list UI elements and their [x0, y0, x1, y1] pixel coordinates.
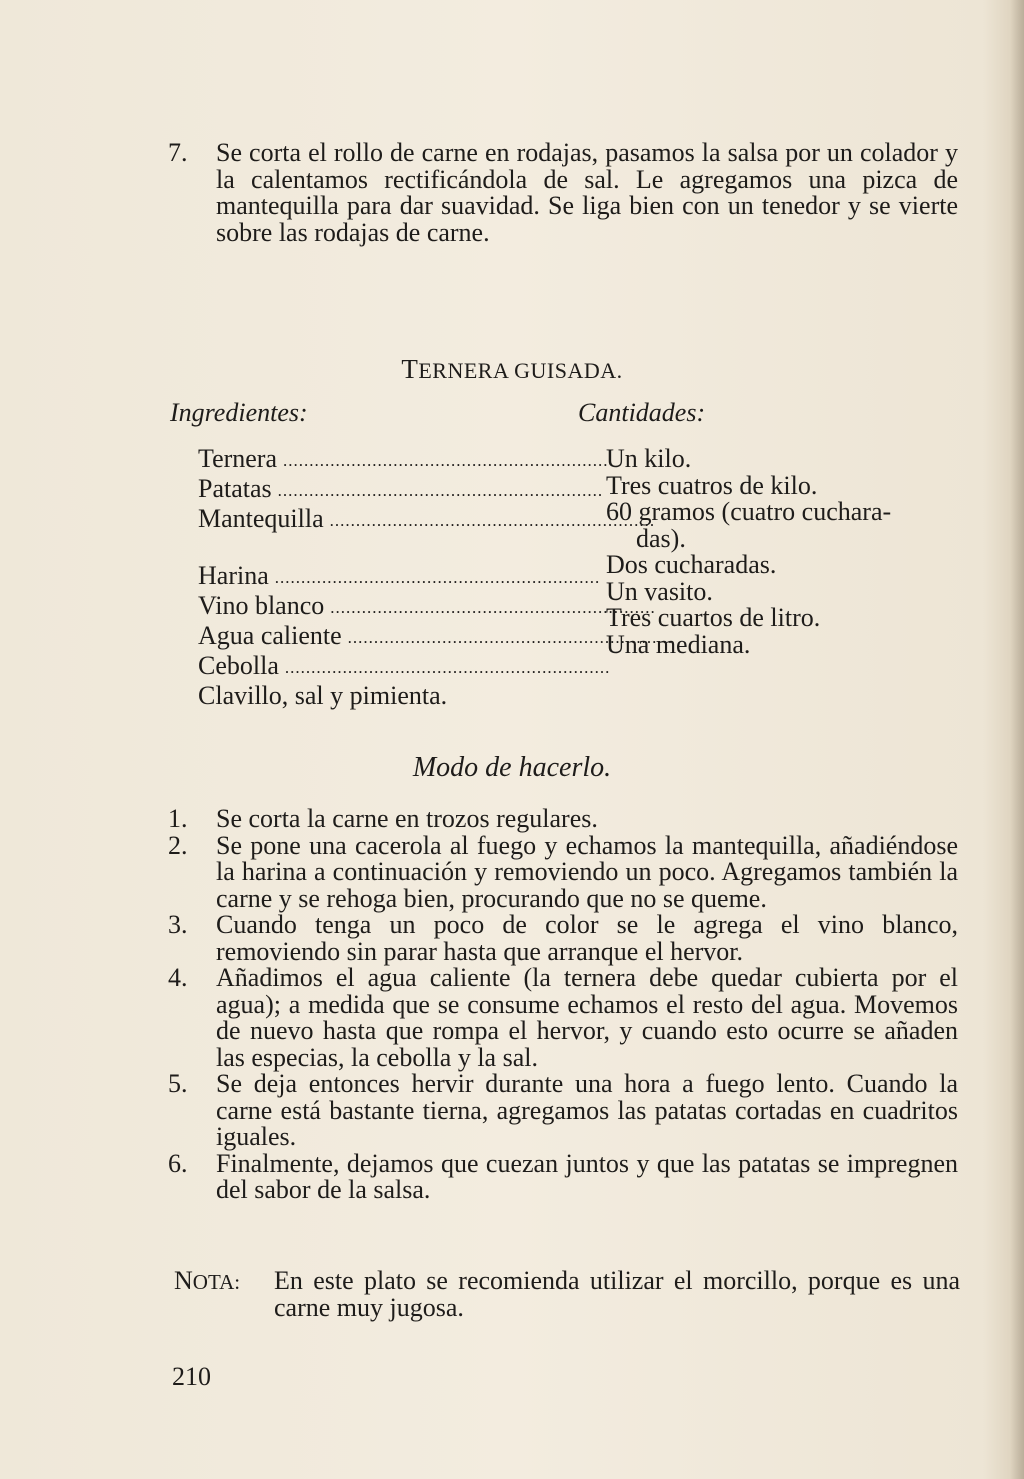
step-number: 3.: [168, 910, 188, 939]
ingredient-name: Mantequilla: [198, 504, 324, 533]
recipe-title: [0, 354, 1024, 385]
quantity-item: Dos cucharadas.: [606, 550, 777, 579]
leader-dots: ..............................................................: [277, 481, 604, 500]
note-label-rest: OTA:: [192, 1270, 241, 1294]
ingredient-row: [198, 590, 656, 623]
step-number: 1.: [168, 804, 188, 833]
leader-dots: ..............................................................: [330, 597, 656, 617]
ingredient-row: [198, 620, 674, 653]
method-heading: Modo de hacerlo.: [412, 752, 612, 783]
ingredient-row: [198, 504, 656, 536]
recipe-title-rest: ERNERA GUISADA.: [418, 358, 623, 383]
previous-recipe-steps: [168, 140, 958, 246]
ingredient-name: Cebolla: [198, 650, 279, 680]
step-item: [168, 912, 958, 965]
step-text: Se pone una cacerola al fuego y echamos la mantequilla, añadiéndose la harina a continuación y removiendo un poco. Agregamos también la carne y se rehoga bien, procurando que no se queme.: [216, 830, 958, 913]
note: [174, 1268, 960, 1321]
note-label: [174, 1268, 274, 1321]
ingredient-row: [198, 650, 611, 683]
ingredient-name: Clavillo, sal y pimienta.: [198, 680, 448, 710]
step-number: 6.: [168, 1148, 188, 1178]
quantity-item: 60 gramos (cuatro cuchara-: [606, 497, 892, 526]
quantity-item: das).: [636, 523, 686, 553]
quantity-item: Un kilo.: [606, 444, 692, 473]
leader-dots: ..............................................................: [284, 657, 611, 677]
step-item: [168, 140, 958, 246]
step-text: Se corta el rollo de carne en rodajas, pasamos la salsa por un colador y la calentamos rectificándola de sal. Le agregamos una pizca de mantequilla para dar suavidad. Se liga bien con un tenedor y se vierte sobre las rodajas de carne.: [216, 138, 958, 247]
page-edge-shadow: [1010, 0, 1024, 1479]
ingredient-row: [198, 560, 601, 593]
step-item: [168, 965, 958, 1071]
step-item: [168, 830, 958, 913]
ingredient-name: Harina: [198, 560, 269, 590]
page-number: 210: [172, 1362, 211, 1391]
step-item: [168, 1148, 958, 1204]
step-text: Añadimos el agua caliente (la ternera debe quedar cubierta por el agua); a medida que se consume echamos el resto del agua. Movemos de nuevo hasta que rompa el hervor, y cuando esto ocurre se añaden las especias, la cebolla y la sal.: [216, 963, 958, 1072]
ingredient-row: [198, 444, 609, 476]
ingredients-heading: Ingredientes:: [170, 398, 308, 427]
ingredient-name: Agua caliente: [198, 620, 342, 650]
quantities-heading: Cantidades:: [578, 398, 706, 427]
note-label-initial: N: [174, 1266, 193, 1295]
leader-dots: ..............................................................: [274, 567, 601, 587]
method-steps: [168, 806, 958, 1204]
quantity-item: Tres cuartos de litro.: [606, 603, 821, 632]
ingredient-name: Ternera: [198, 444, 278, 473]
ingredient-name: Vino blanco: [198, 590, 325, 620]
step-number: 2.: [168, 830, 188, 860]
step-text: Cuando tenga un poco de color se le agrega el vino blanco, removiendo sin parar hasta que arranque el hervor.: [216, 910, 958, 966]
ingredient-spacer: [198, 536, 556, 563]
leader-dots: ..............................................................: [283, 451, 609, 470]
ingredient-row: [198, 680, 556, 710]
step-number: 7.: [168, 138, 188, 167]
step-number: 5.: [168, 1069, 188, 1098]
note-text: En este plato se recomienda utilizar el morcillo, porque es una carne muy jugosa.: [274, 1266, 960, 1322]
recipe-title-initial: T: [401, 354, 419, 384]
quantities-list: [606, 446, 958, 658]
ingredient-name: Patatas: [198, 474, 272, 503]
step-text: Se deja entonces hervir durante una hora a fuego lento. Cuando la carne está bastante tierna, agregamos las patatas cortadas en cuadritos iguales.: [216, 1069, 958, 1151]
ingredient-row: [198, 474, 604, 506]
step-text: Se corta la carne en trozos regulares.: [216, 804, 598, 833]
quantity-item: Una mediana.: [606, 629, 751, 659]
leader-dots: ..............................................................: [347, 627, 674, 647]
step-number: 4.: [168, 963, 188, 992]
step-item: [168, 1071, 958, 1151]
leader-dots: ..............................................................: [329, 511, 656, 530]
quantity-item: Tres cuatros de kilo.: [606, 470, 818, 500]
step-text: Finalmente, dejamos que cuezan juntos y que las patatas se impregnen del sabor de la salsa.: [216, 1148, 958, 1204]
step-item: [168, 806, 958, 833]
quantity-item: Un vasito.: [606, 576, 713, 606]
